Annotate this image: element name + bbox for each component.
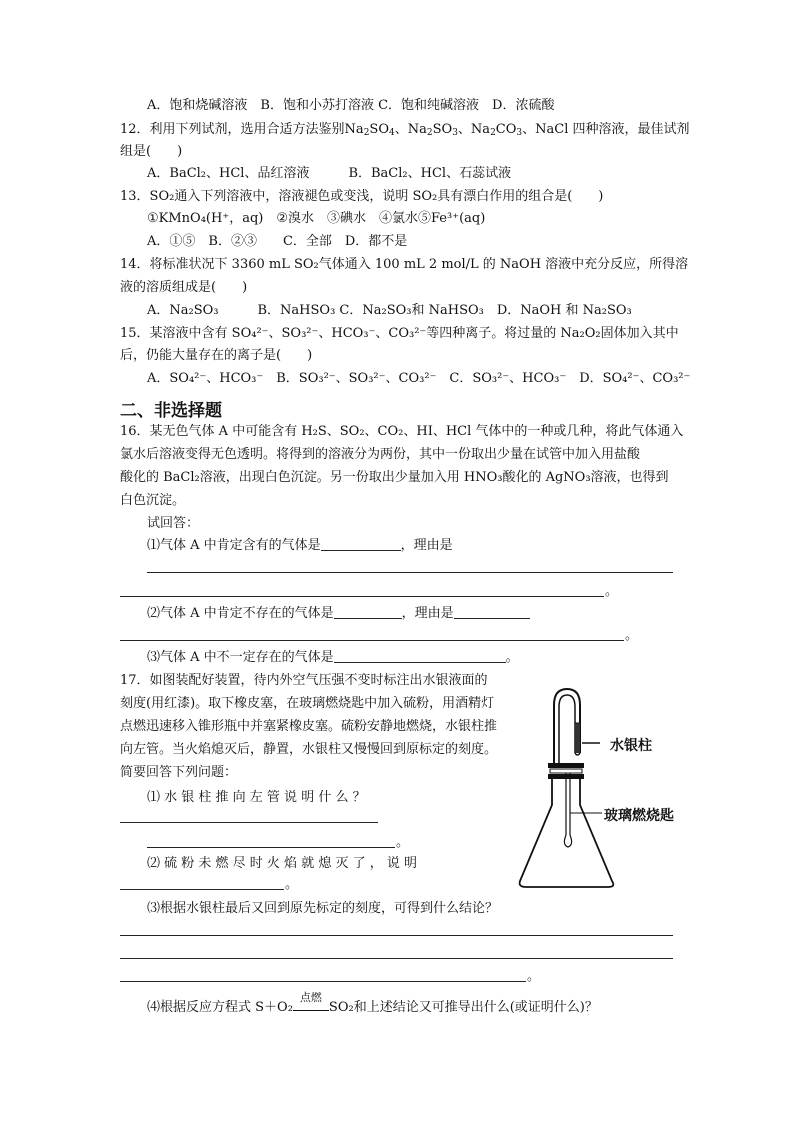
q17-line2: 刻度(用红漆)。取下橡皮塞，在玻璃燃烧匙中加入硫粉，用酒精灯 xyxy=(120,696,495,711)
q15-stem-line2: 后，仍能大量存在的离子是( ) xyxy=(120,348,313,363)
q17-part3: ⑶根据水银柱最后又回到原先标定的刻度，可得到什么结论？ xyxy=(147,901,499,916)
q17-part4-text-b: SO₂和上述结论又可推导出什么(或证明什么)？ xyxy=(328,1000,598,1015)
q16-part1 xyxy=(147,538,453,554)
q12-stem-line2: 组是( ) xyxy=(120,144,183,159)
q16-part2-period: 。 xyxy=(625,628,639,643)
q16-part1-blank[interactable] xyxy=(321,538,401,551)
q16-line2: 氯水后溶液变得无色透明。将得到的溶液分为两份，其中一份取出少量在试管中加入用盐酸 xyxy=(120,447,641,462)
q13-items: ①KMnO₄(H⁺，aq) ②溴水 ③碘水 ④氯水⑤Fe³⁺(aq) xyxy=(147,211,486,226)
q14-stem-line2: 液的溶质组成是( ) xyxy=(120,280,248,295)
q16-part2-blank[interactable] xyxy=(334,606,402,619)
q16-part1-answer-line[interactable] xyxy=(147,572,673,573)
q13-stem: 13．SO₂通入下列溶液中，溶液褪色或变浅，说明 SO₂具有漂白作用的组合是( ) xyxy=(120,189,604,204)
mercury-column-label: 水银柱 xyxy=(610,738,652,754)
q16-part2-text: ⑵气体 A 中肯定不存在的气体是 xyxy=(147,606,334,621)
q16-part1-period: 。 xyxy=(605,584,619,599)
q17-line1: 17．如图装配好装置，待内外空气压强不变时标注出水银液面的 xyxy=(120,673,488,688)
q12-stem-b: 四种溶液，最佳试剂 xyxy=(572,122,690,137)
section-title: 二、非选择题 xyxy=(120,401,222,421)
glass-spoon-label: 玻璃燃烧匙 xyxy=(604,808,674,824)
q17-part2-period: 。 xyxy=(285,877,299,892)
q17-part2: ⑵ 硫 粉 未 燃 尽 时 火 焰 就 熄 灭 了 ， 说 明 xyxy=(147,856,417,871)
q16-part1-text: ⑴气体 A 中肯定含有的气体是 xyxy=(147,538,321,553)
q17-part1-answer-line[interactable] xyxy=(120,822,378,823)
q16-part1-answer-line-2[interactable] xyxy=(120,596,604,597)
q17-part1: ⑴ 水 银 柱 推 向 左 管 说 明 什 么 ？ xyxy=(147,790,366,805)
q16-part2-reason-blank[interactable] xyxy=(454,606,530,619)
apparatus-figure xyxy=(512,685,712,895)
q16-part1-reason: ，理由是 xyxy=(400,538,453,553)
q15-stem-line1: 15．某溶液中含有 SO₄²⁻、SO₃²⁻、HCO₃⁻、CO₃²⁻等四种离子。将过量的 Na₂O₂固体加入其中 xyxy=(120,326,679,341)
q14-options: A．Na₂SO₃ B．NaHSO₃ C．Na₂SO₃和 NaHSO₃ D．NaOH 和 Na₂SO₃ xyxy=(147,303,632,318)
q16-part2 xyxy=(147,606,530,622)
q12-options: A．BaCl₂、HCl、品红溶液 B．BaCl₂、HCl、石蕊试液 xyxy=(147,166,512,181)
q17-line3: 点燃迅速移入锥形瓶中并塞紧橡皮塞。硫粉安静地燃烧，水银柱推 xyxy=(120,719,498,734)
q16-part2-answer-line[interactable] xyxy=(120,640,624,641)
reaction-condition: 点燃 xyxy=(299,991,322,1004)
q16-line4: 白色沉淀。 xyxy=(120,493,186,508)
q16-part3 xyxy=(147,650,519,666)
q17-part1-period: 。 xyxy=(396,835,410,850)
q17-line5: 简要回答下列问题： xyxy=(120,765,238,780)
q12-stem-line1: 12．利用下列试剂，选用合适方法鉴别$Na_2SO_4$、$Na_2SO_3$、$Na_2CO_3$、NaCl 四种溶液，最佳试剂 xyxy=(120,122,690,138)
q13-options: A．①⑤ B．②③ C．全部 D．都不是 xyxy=(147,234,408,249)
q17-part3-answer-line-3[interactable] xyxy=(120,981,526,982)
q17-part4-text-a: ⑷根据反应方程式 S＋O₂ xyxy=(147,1000,293,1015)
q16-part3-text: ⑶气体 A 中不一定存在的气体是 xyxy=(147,650,334,665)
q16-part3-period: 。 xyxy=(505,650,519,665)
q17-part4 xyxy=(147,991,598,1016)
q15-options: A．SO₄²⁻、HCO₃⁻ B．SO₃²⁻、SO₃²⁻、CO₃²⁻ C．SO₃²⁻、HCO₃⁻ D．SO₄²⁻、CO₃²⁻ xyxy=(147,371,691,386)
q16-part3-blank[interactable] xyxy=(334,650,506,663)
q16-line1: 16．某无色气体 A 中可能含有 H₂S、SO₂、CO₂、HI、HCl 气体中的一种或几种，将此气体通入 xyxy=(120,424,684,439)
q16-line3: 酸化的 BaCl₂溶液，出现白色沉淀。另一份取出少量加入用 HNO₃酸化的 AgNO₃溶液，也得到 xyxy=(120,470,669,485)
apparatus-drawing xyxy=(512,685,712,895)
q17-part3-answer-line-1[interactable] xyxy=(120,935,673,936)
reaction-arrow xyxy=(293,991,329,1011)
q11-options: A．饱和烧碱溶液 B．饱和小苏打溶液 C．饱和纯碱溶液 D．浓硫酸 xyxy=(147,98,555,113)
q17-part2-answer-line[interactable] xyxy=(120,889,284,890)
q16-prompt: 试回答： xyxy=(147,516,200,531)
q16-part2-reason: ，理由是 xyxy=(401,606,454,621)
q12-stem-a: 12．利用下列试剂，选用合适方法鉴别 xyxy=(120,122,345,137)
q17-line4: 向左管。当火焰熄灭后，静置，水银柱又慢慢回到原标定的刻度。 xyxy=(120,742,498,757)
q17-part1-answer-line-2[interactable] xyxy=(147,847,395,848)
q14-stem-line1: 14．将标准状况下 3360 mL SO₂气体通入 100 mL 2 mol/L 的 NaOH 溶液中充分反应，所得溶 xyxy=(120,257,689,272)
q17-part3-answer-line-2[interactable] xyxy=(120,958,673,959)
q17-part3-period: 。 xyxy=(527,969,541,984)
